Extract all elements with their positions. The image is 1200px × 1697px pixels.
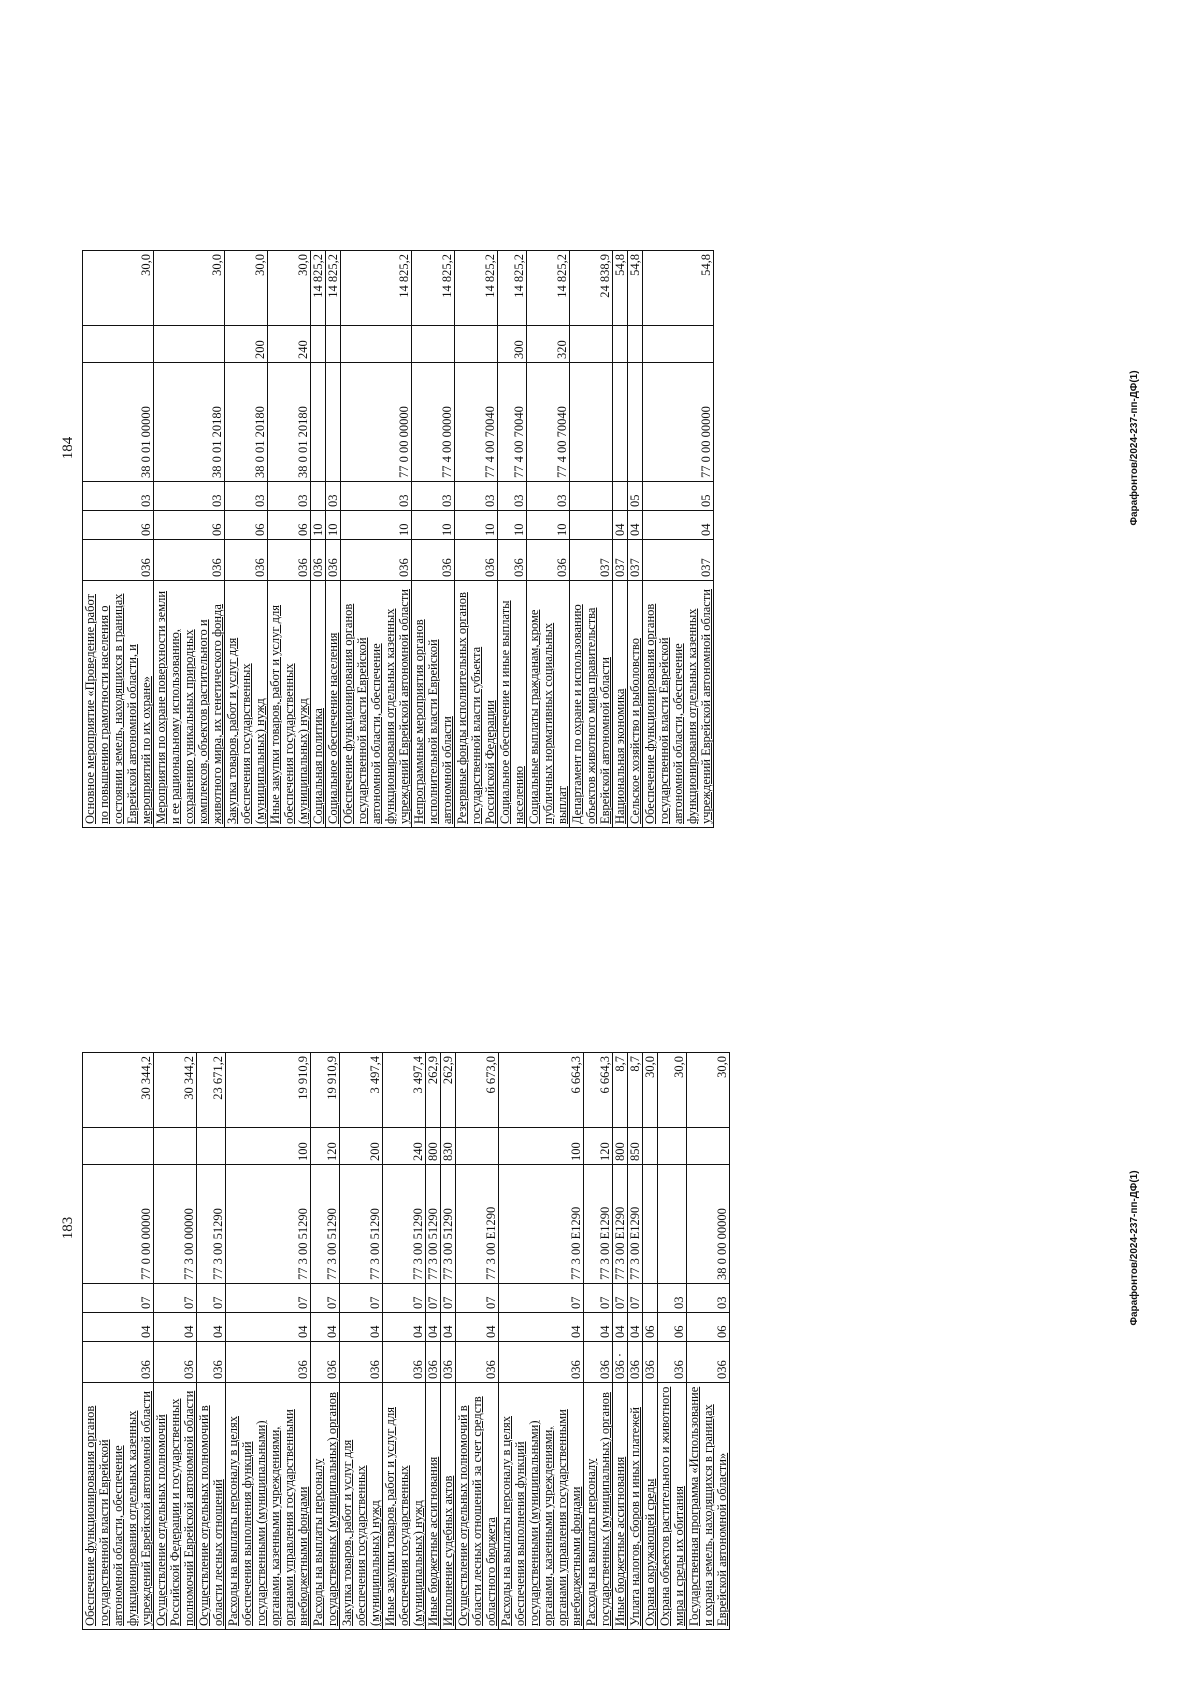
row-ved-cell: 036 bbox=[83, 1342, 154, 1383]
row-pr-cell bbox=[311, 482, 326, 511]
row-pr-cell: 07 bbox=[83, 1284, 154, 1313]
row-ved-cell: 036 bbox=[383, 1342, 426, 1383]
row-name-cell: Социальное обеспечение и иные выплаты населению bbox=[498, 581, 527, 828]
row-csr-cell: 77 4 00 00000 bbox=[412, 363, 455, 482]
row-pr-cell: 07 bbox=[383, 1284, 426, 1313]
row-name-cell: Иные закупки товаров, работ и услуг для обеспечения государственных (муниципальных) нужд bbox=[268, 581, 311, 828]
row-csr-cell: 77 3 00 51290 bbox=[383, 1165, 426, 1284]
row-vr-cell bbox=[643, 1128, 658, 1165]
row-csr-cell: 77 3 00 Е1290 bbox=[628, 1165, 643, 1284]
table-row bbox=[225, 251, 268, 828]
row-sum-cell: 30,0 bbox=[154, 251, 225, 326]
row-sum-cell: 54,8 bbox=[643, 251, 714, 326]
page-number-left: 183 bbox=[60, 1216, 76, 1240]
row-name-cell: Социальные выплаты гражданам, кроме публичных нормативных социальных выплат bbox=[527, 581, 570, 828]
row-pr-cell: 03 bbox=[687, 1284, 730, 1313]
row-rz-cell: 04 bbox=[441, 1313, 456, 1342]
row-ved-cell: 036 bbox=[83, 540, 154, 581]
row-pr-cell: 03 bbox=[658, 1284, 687, 1313]
row-rz-cell: 10 bbox=[326, 511, 341, 540]
row-sum-cell: 14 825,2 bbox=[412, 251, 455, 326]
row-pr-cell: 03 bbox=[527, 482, 570, 511]
table-row bbox=[83, 1053, 154, 1630]
row-csr-cell: 38 0 01 20180 bbox=[268, 363, 311, 482]
row-sum-cell: 14 825,2 bbox=[341, 251, 412, 326]
row-ved-cell: 036 bbox=[197, 1342, 226, 1383]
table-row bbox=[154, 251, 225, 828]
row-vr-cell: 830 bbox=[441, 1128, 456, 1165]
table-row bbox=[498, 251, 527, 828]
row-vr-cell: 100 bbox=[226, 1128, 311, 1165]
row-vr-cell bbox=[412, 326, 455, 363]
row-pr-cell bbox=[570, 482, 613, 511]
row-name-cell: Мероприятия по охране поверхности земли и ее рациональному использованию, сохранению уникальных природных комплексов, объектов растительного и животного мира, их генетического фонда bbox=[154, 581, 225, 828]
row-vr-cell: 320 bbox=[527, 326, 570, 363]
row-vr-cell bbox=[83, 1128, 154, 1165]
row-name-cell: Социальное обеспечение населения bbox=[326, 581, 341, 828]
row-ved-cell: 036 bbox=[226, 1342, 311, 1383]
row-pr-cell: 07 bbox=[628, 1284, 643, 1313]
row-rz-cell: 06 bbox=[83, 511, 154, 540]
row-name-cell: Исполнение судебных актов bbox=[441, 1383, 456, 1630]
table-row bbox=[643, 1053, 658, 1630]
row-csr-cell: 38 0 01 00000 bbox=[83, 363, 154, 482]
row-ved-cell: 036 bbox=[455, 540, 498, 581]
row-vr-cell: 300 bbox=[498, 326, 527, 363]
budget-table-left bbox=[82, 1052, 730, 1630]
row-sum-cell: 8,7 bbox=[628, 1053, 643, 1128]
row-vr-cell bbox=[83, 326, 154, 363]
row-vr-cell: 120 bbox=[311, 1128, 340, 1165]
row-ved-cell: 036 bbox=[643, 1342, 658, 1383]
row-rz-cell: 04 bbox=[83, 1313, 154, 1342]
table-row bbox=[643, 251, 714, 828]
table-row bbox=[311, 251, 326, 828]
row-name-cell: Охрана объектов растительного и животного мира и среды их обитания bbox=[658, 1383, 687, 1630]
row-vr-cell bbox=[456, 1128, 499, 1165]
row-rz-cell: 06 bbox=[658, 1313, 687, 1342]
row-pr-cell bbox=[643, 1284, 658, 1313]
row-pr-cell: 03 bbox=[326, 482, 341, 511]
row-name-cell: Обеспечение функционирования органов государственной власти Еврейской автономной области, обеспечение функционирования отдельных казенных учреждений Еврейской автономной области bbox=[643, 581, 714, 828]
table-row bbox=[197, 1053, 226, 1630]
row-rz-cell: 04 bbox=[613, 511, 628, 540]
row-rz-cell: 04 bbox=[643, 511, 714, 540]
row-vr-cell bbox=[570, 326, 613, 363]
row-name-cell: Осуществление отдельных полномочий в области лесных отношений bbox=[197, 1383, 226, 1630]
row-sum-cell: 30,0 bbox=[268, 251, 311, 326]
row-csr-cell: 77 3 00 Е1290 bbox=[584, 1165, 613, 1284]
row-pr-cell: 05 bbox=[643, 482, 714, 511]
row-sum-cell: 30 344,2 bbox=[83, 1053, 154, 1128]
row-sum-cell: 262,9 bbox=[441, 1053, 456, 1128]
row-rz-cell: 04 bbox=[311, 1313, 340, 1342]
row-rz-cell: 06 bbox=[268, 511, 311, 540]
row-csr-cell: 77 0 00 00000 bbox=[643, 363, 714, 482]
row-sum-cell: 3 497,4 bbox=[383, 1053, 426, 1128]
row-csr-cell: 77 3 00 51290 bbox=[197, 1165, 226, 1284]
row-ved-cell: 036 bbox=[225, 540, 268, 581]
row-sum-cell: 30,0 bbox=[658, 1053, 687, 1128]
table-row bbox=[340, 1053, 383, 1630]
row-name-cell: Охрана окружающей среды bbox=[643, 1383, 658, 1630]
row-ved-cell: 036 bbox=[584, 1342, 613, 1383]
table-row bbox=[628, 251, 643, 828]
table-row bbox=[658, 1053, 687, 1630]
row-csr-cell: 77 0 00 00000 bbox=[341, 363, 412, 482]
row-name-cell: Обеспечение функционирования органов государственной власти Еврейской автономной области, обеспечение функционирования отдельных казенных учреждений Еврейской автономной области bbox=[83, 1383, 154, 1630]
row-rz-cell: 04 bbox=[613, 1313, 628, 1342]
row-sum-cell: 14 825,2 bbox=[498, 251, 527, 326]
row-sum-cell: 24 838,9 bbox=[570, 251, 613, 326]
row-vr-cell bbox=[658, 1128, 687, 1165]
row-name-cell: Департамент по охране и использованию объектов животного мира правительства Еврейской автономной области bbox=[570, 581, 613, 828]
row-name-cell: Резервные фонды исполнительных органов государственной власти субъекта Российской Федерации bbox=[455, 581, 498, 828]
row-vr-cell: 120 bbox=[584, 1128, 613, 1165]
row-ved-cell: 036 bbox=[311, 540, 326, 581]
row-ved-cell: 036 bbox=[412, 540, 455, 581]
row-csr-cell bbox=[658, 1165, 687, 1284]
row-csr-cell: 77 4 00 70040 bbox=[498, 363, 527, 482]
row-ved-cell: 036 bbox=[628, 1342, 643, 1383]
row-pr-cell: 07 bbox=[584, 1284, 613, 1313]
row-csr-cell: 38 0 01 20180 bbox=[154, 363, 225, 482]
table-row bbox=[499, 1053, 584, 1630]
row-csr-cell: 77 3 00 51290 bbox=[340, 1165, 383, 1284]
table-row bbox=[341, 251, 412, 828]
row-rz-cell: 10 bbox=[455, 511, 498, 540]
row-rz-cell: 06 bbox=[154, 511, 225, 540]
row-ved-cell: 036 bbox=[154, 1342, 197, 1383]
row-vr-cell: 240 bbox=[268, 326, 311, 363]
row-name-cell: Осуществление отдельных полномочий в области лесных отношений за счет средств областного бюджета bbox=[456, 1383, 499, 1630]
table-row bbox=[426, 1053, 441, 1630]
row-name-cell: Закупка товаров, работ и услуг для обеспечения государственных (муниципальных) нужд bbox=[340, 1383, 383, 1630]
row-rz-cell: 04 bbox=[456, 1313, 499, 1342]
rotated-document bbox=[60, 58, 1140, 1638]
row-csr-cell: 77 0 00 00000 bbox=[83, 1165, 154, 1284]
row-ved-cell: 036 bbox=[498, 540, 527, 581]
row-vr-cell bbox=[154, 326, 225, 363]
row-sum-cell: 30,0 bbox=[83, 251, 154, 326]
page-number-right: 184 bbox=[60, 436, 76, 460]
table-row bbox=[326, 251, 341, 828]
row-ved-cell: 036 bbox=[441, 1342, 456, 1383]
row-ved-cell: 036 bbox=[341, 540, 412, 581]
row-name-cell: Расходы на выплаты персоналу государственных (муниципальных) органов bbox=[311, 1383, 340, 1630]
row-ved-cell: 037 bbox=[628, 540, 643, 581]
row-pr-cell: 03 bbox=[268, 482, 311, 511]
row-ved-cell: 036 bbox=[687, 1342, 730, 1383]
row-rz-cell: 04 bbox=[226, 1313, 311, 1342]
footer-right: Фарафонтов/2024-237-пп-ДФ(1) bbox=[1129, 370, 1140, 526]
row-name-cell: Уплата налогов, сборов и иных платежей bbox=[628, 1383, 643, 1630]
table-row bbox=[628, 1053, 643, 1630]
row-vr-cell bbox=[628, 326, 643, 363]
row-csr-cell: 38 0 00 00000 bbox=[687, 1165, 730, 1284]
row-vr-cell bbox=[197, 1128, 226, 1165]
row-rz-cell: 10 bbox=[498, 511, 527, 540]
table-row bbox=[613, 1053, 628, 1630]
row-ved-cell: 036 bbox=[154, 540, 225, 581]
row-rz-cell bbox=[570, 511, 613, 540]
row-sum-cell: 3 497,4 bbox=[340, 1053, 383, 1128]
row-pr-cell: 03 bbox=[225, 482, 268, 511]
row-vr-cell: 800 bbox=[426, 1128, 441, 1165]
table-row bbox=[527, 251, 570, 828]
row-ved-cell: 036 bbox=[499, 1342, 584, 1383]
row-rz-cell: 06 bbox=[225, 511, 268, 540]
footer-left: Фарафонтов/2024-237-пп-ДФ(1) bbox=[1129, 1170, 1140, 1326]
row-vr-cell: 240 bbox=[383, 1128, 426, 1165]
row-pr-cell: 07 bbox=[197, 1284, 226, 1313]
row-csr-cell bbox=[628, 363, 643, 482]
row-pr-cell: 07 bbox=[154, 1284, 197, 1313]
row-rz-cell: 04 bbox=[197, 1313, 226, 1342]
row-name-cell: Иные бюджетные ассигнования bbox=[613, 1383, 628, 1630]
row-ved-cell: 037 bbox=[613, 540, 628, 581]
table-row bbox=[412, 251, 455, 828]
row-sum-cell: 54,8 bbox=[628, 251, 643, 326]
row-pr-cell: 07 bbox=[340, 1284, 383, 1313]
row-rz-cell: 06 bbox=[643, 1313, 658, 1342]
row-sum-cell: 6 664,3 bbox=[499, 1053, 584, 1128]
row-csr-cell: 77 3 00 51290 bbox=[426, 1165, 441, 1284]
row-csr-cell bbox=[613, 363, 628, 482]
row-csr-cell: 77 3 00 51290 bbox=[226, 1165, 311, 1284]
row-vr-cell bbox=[455, 326, 498, 363]
row-pr-cell: 07 bbox=[226, 1284, 311, 1313]
row-sum-cell: 14 825,2 bbox=[527, 251, 570, 326]
row-name-cell: Расходы на выплаты персоналу в целях обеспечения выполнения функций государственными (муниципальными) органами, казенными учреждениями, органами управления государственными внебюджетными фондами bbox=[499, 1383, 584, 1630]
row-ved-cell: 036 bbox=[340, 1342, 383, 1383]
row-vr-cell bbox=[687, 1128, 730, 1165]
table-row bbox=[455, 251, 498, 828]
row-pr-cell: 07 bbox=[456, 1284, 499, 1313]
row-sum-cell: 14 825,2 bbox=[326, 251, 341, 326]
row-ved-cell: 036 bbox=[426, 1342, 441, 1383]
table-row bbox=[584, 1053, 613, 1630]
row-sum-cell: 14 825,2 bbox=[455, 251, 498, 326]
row-ved-cell: 036 bbox=[658, 1342, 687, 1383]
row-sum-cell: 6 664,3 bbox=[584, 1053, 613, 1128]
row-csr-cell: 77 4 00 70040 bbox=[455, 363, 498, 482]
row-rz-cell: 10 bbox=[527, 511, 570, 540]
row-csr-cell bbox=[570, 363, 613, 482]
row-pr-cell: 03 bbox=[498, 482, 527, 511]
row-pr-cell: 05 bbox=[628, 482, 643, 511]
row-ved-cell: 036 bbox=[268, 540, 311, 581]
row-pr-cell: 03 bbox=[341, 482, 412, 511]
row-sum-cell: 14 825,2 bbox=[311, 251, 326, 326]
row-vr-cell: 850 bbox=[628, 1128, 643, 1165]
row-name-cell: Непрограммные мероприятия органов исполнительной власти Еврейской автономной области bbox=[412, 581, 455, 828]
table-row bbox=[570, 251, 613, 828]
table-row bbox=[456, 1053, 499, 1630]
row-sum-cell: 19 910,9 bbox=[226, 1053, 311, 1128]
row-csr-cell: 77 3 00 00000 bbox=[154, 1165, 197, 1284]
row-ved-cell: 036 bbox=[326, 540, 341, 581]
row-vr-cell bbox=[643, 326, 714, 363]
row-vr-cell: 800 bbox=[613, 1128, 628, 1165]
row-rz-cell: 04 bbox=[628, 511, 643, 540]
table-row bbox=[311, 1053, 340, 1630]
row-sum-cell: 6 673,0 bbox=[456, 1053, 499, 1128]
row-ved-cell: 036 bbox=[527, 540, 570, 581]
row-ved-cell: 037 bbox=[643, 540, 714, 581]
row-csr-cell: 77 3 00 51290 bbox=[311, 1165, 340, 1284]
row-rz-cell: 04 bbox=[154, 1313, 197, 1342]
row-pr-cell: 03 bbox=[455, 482, 498, 511]
row-sum-cell: 30,0 bbox=[225, 251, 268, 326]
row-sum-cell: 23 671,2 bbox=[197, 1053, 226, 1128]
row-ved-cell: 036 bbox=[311, 1342, 340, 1383]
row-csr-cell: 77 3 00 Е1290 bbox=[456, 1165, 499, 1284]
row-csr-cell: 38 0 01 20180 bbox=[225, 363, 268, 482]
row-rz-cell: 04 bbox=[584, 1313, 613, 1342]
row-sum-cell: 54,8 bbox=[613, 251, 628, 326]
row-pr-cell: 03 bbox=[83, 482, 154, 511]
row-csr-cell: 77 3 00 Е1290 bbox=[613, 1165, 628, 1284]
row-ved-cell: 036 · bbox=[613, 1342, 628, 1383]
row-name-cell: Расходы на выплаты персоналу государственных (муниципальных) органов bbox=[584, 1383, 613, 1630]
row-rz-cell: 04 bbox=[628, 1313, 643, 1342]
row-pr-cell: 07 bbox=[426, 1284, 441, 1313]
row-vr-cell: 200 bbox=[340, 1128, 383, 1165]
row-vr-cell bbox=[613, 326, 628, 363]
table-row bbox=[613, 251, 628, 828]
row-vr-cell bbox=[154, 1128, 197, 1165]
row-rz-cell: 10 bbox=[341, 511, 412, 540]
table-row bbox=[383, 1053, 426, 1630]
row-name-cell: Основное мероприятие «Проведение работ по повышению грамотности населения о состоянии земель, находящихся в границах Еврейской автономной области, и мероприятий по их охране» bbox=[83, 581, 154, 828]
table-row bbox=[154, 1053, 197, 1630]
row-pr-cell: 07 bbox=[499, 1284, 584, 1313]
row-name-cell: Иные бюджетные ассигнования bbox=[426, 1383, 441, 1630]
row-pr-cell: 07 bbox=[613, 1284, 628, 1313]
row-sum-cell: 8,7 bbox=[613, 1053, 628, 1128]
row-name-cell: Обеспечение функционирования органов государственной власти Еврейской автономной области, обеспечение функционирования отдельных казенных учреждений Еврейской автономной области bbox=[341, 581, 412, 828]
table-row bbox=[226, 1053, 311, 1630]
row-rz-cell: 10 bbox=[311, 511, 326, 540]
row-name-cell: Закупка товаров, работ и услуг для обеспечения государственных (муниципальных) нужд bbox=[225, 581, 268, 828]
row-csr-cell bbox=[326, 363, 341, 482]
row-name-cell: Иные закупки товаров, работ и услуг для обеспечения государственных (муниципальных) нужд bbox=[383, 1383, 426, 1630]
row-rz-cell: 04 bbox=[340, 1313, 383, 1342]
row-name-cell: Сельское хозяйство и рыболовство bbox=[628, 581, 643, 828]
row-vr-cell: 200 bbox=[225, 326, 268, 363]
row-csr-cell bbox=[643, 1165, 658, 1284]
row-vr-cell bbox=[311, 326, 326, 363]
row-rz-cell: 04 bbox=[499, 1313, 584, 1342]
row-rz-cell: 06 bbox=[687, 1313, 730, 1342]
row-pr-cell: 07 bbox=[441, 1284, 456, 1313]
row-name-cell: Национальная экономика bbox=[613, 581, 628, 828]
row-name-cell: Осуществление отдельных полномочий Российской Федерации и государственных полномочий Еврейской автономной области bbox=[154, 1383, 197, 1630]
row-pr-cell bbox=[613, 482, 628, 511]
row-ved-cell: 036 bbox=[456, 1342, 499, 1383]
table-row bbox=[83, 251, 154, 828]
row-name-cell: Государственная программа «Использование и охрана земель, находящихся в границах Еврейской автономной области» bbox=[687, 1383, 730, 1630]
table-row bbox=[687, 1053, 730, 1630]
row-rz-cell: 04 bbox=[383, 1313, 426, 1342]
row-vr-cell bbox=[326, 326, 341, 363]
table-row bbox=[441, 1053, 456, 1630]
row-name-cell: Расходы на выплаты персоналу в целях обеспечения выполнения функций государственными (муниципальными) органами, казенными учреждениями, органами управления государственными внебюджетными фондами bbox=[226, 1383, 311, 1630]
row-rz-cell: 10 bbox=[412, 511, 455, 540]
row-ved-cell: 037 bbox=[570, 540, 613, 581]
row-vr-cell bbox=[341, 326, 412, 363]
row-rz-cell: 04 bbox=[426, 1313, 441, 1342]
budget-table-right bbox=[82, 250, 714, 828]
row-sum-cell: 30 344,2 bbox=[154, 1053, 197, 1128]
row-csr-cell: 77 3 00 Е1290 bbox=[499, 1165, 584, 1284]
row-sum-cell: 30,0 bbox=[643, 1053, 658, 1128]
row-pr-cell: 07 bbox=[311, 1284, 340, 1313]
row-csr-cell: 77 3 00 51290 bbox=[441, 1165, 456, 1284]
row-csr-cell: 77 4 00 70040 bbox=[527, 363, 570, 482]
row-name-cell: Социальная политика bbox=[311, 581, 326, 828]
row-vr-cell: 100 bbox=[499, 1128, 584, 1165]
table-row bbox=[268, 251, 311, 828]
row-pr-cell: 03 bbox=[412, 482, 455, 511]
row-sum-cell: 19 910,9 bbox=[311, 1053, 340, 1128]
row-sum-cell: 262,9 bbox=[426, 1053, 441, 1128]
row-sum-cell: 30,0 bbox=[687, 1053, 730, 1128]
row-pr-cell: 03 bbox=[154, 482, 225, 511]
row-csr-cell bbox=[311, 363, 326, 482]
